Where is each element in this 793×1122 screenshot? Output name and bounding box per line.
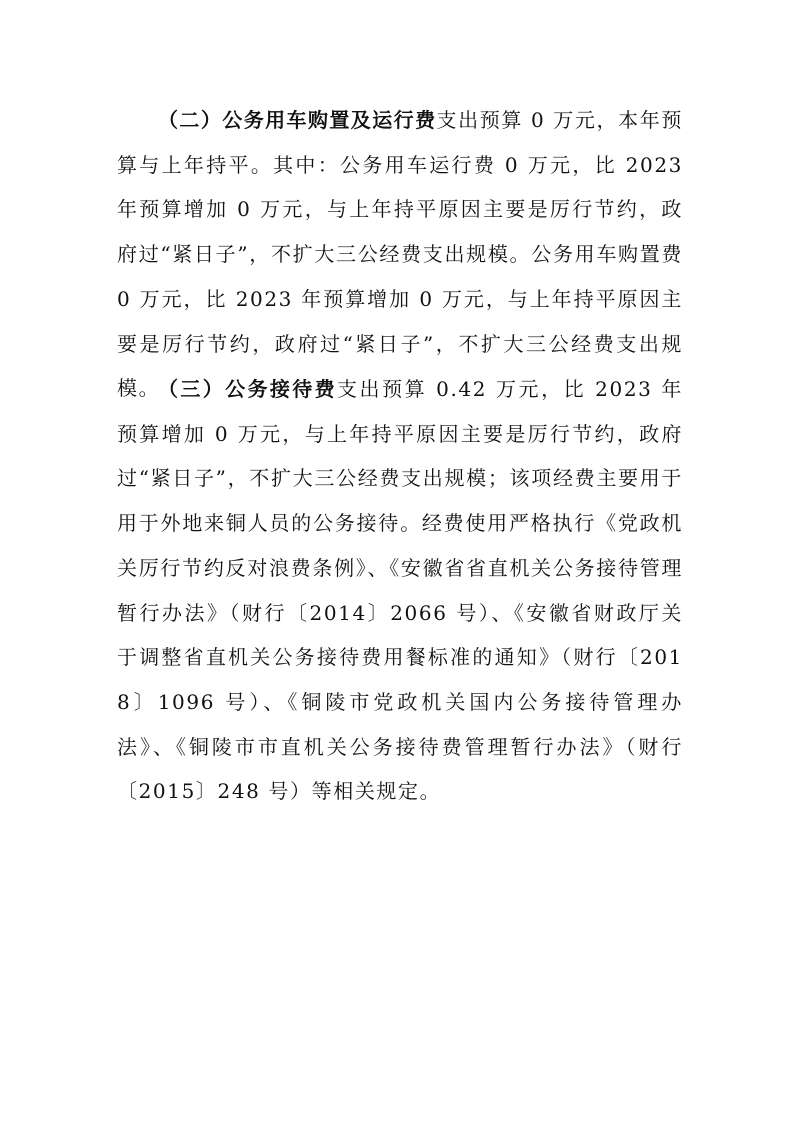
paragraph-body-vehicle-expenses: 支出预算 0 万元，本年预算与上年持平。其中：公务用车运行费 0 万元，比 2023 年预算增加 0 万元，与上年持平原因主要是厉行节约，政府过“紧日子”，不扩大三公经费支出规模。公务用车购置费 0 万元，比 2023 年预算增加 0 万元，与上年持平原因主要是厉行节约，政府过“紧日子”，不扩大三公经费支出规模。 — [117, 108, 683, 401]
section-heading-reception-expenses: （三）公务接待费 — [158, 377, 337, 401]
section-heading-vehicle-expenses: （二）公务用车购置及运行费 — [158, 108, 437, 132]
paragraph-body-reception-expenses: 支出预算 0.42 万元，比 2023 年预算增加 0 万元，与上年持平原因主要是厉行节约，政府过“紧日子”，不扩大三公经费支出规模；该项经费主要用于用于外地来铜人员的公务接待。经费使用严格执行《党政机关厉行节约反对浪费条例》、《安徽省省直机关公务接待管理暂行办法》（财行〔2014〕2066 号）、《安徽省财政厅关于调整省直机关公务接待费用餐标准的通知》（财行〔2018〕1096 号）、《铜陵市党政机关国内公务接待管理办法》、《铜陵市市直机关公务接待费管理暂行办法》（财行〔2015〕248 号）等相关规定。 — [117, 377, 683, 804]
paragraph-vehicle-expenses — [117, 98, 683, 411]
paragraph-reception-expenses — [117, 367, 683, 814]
